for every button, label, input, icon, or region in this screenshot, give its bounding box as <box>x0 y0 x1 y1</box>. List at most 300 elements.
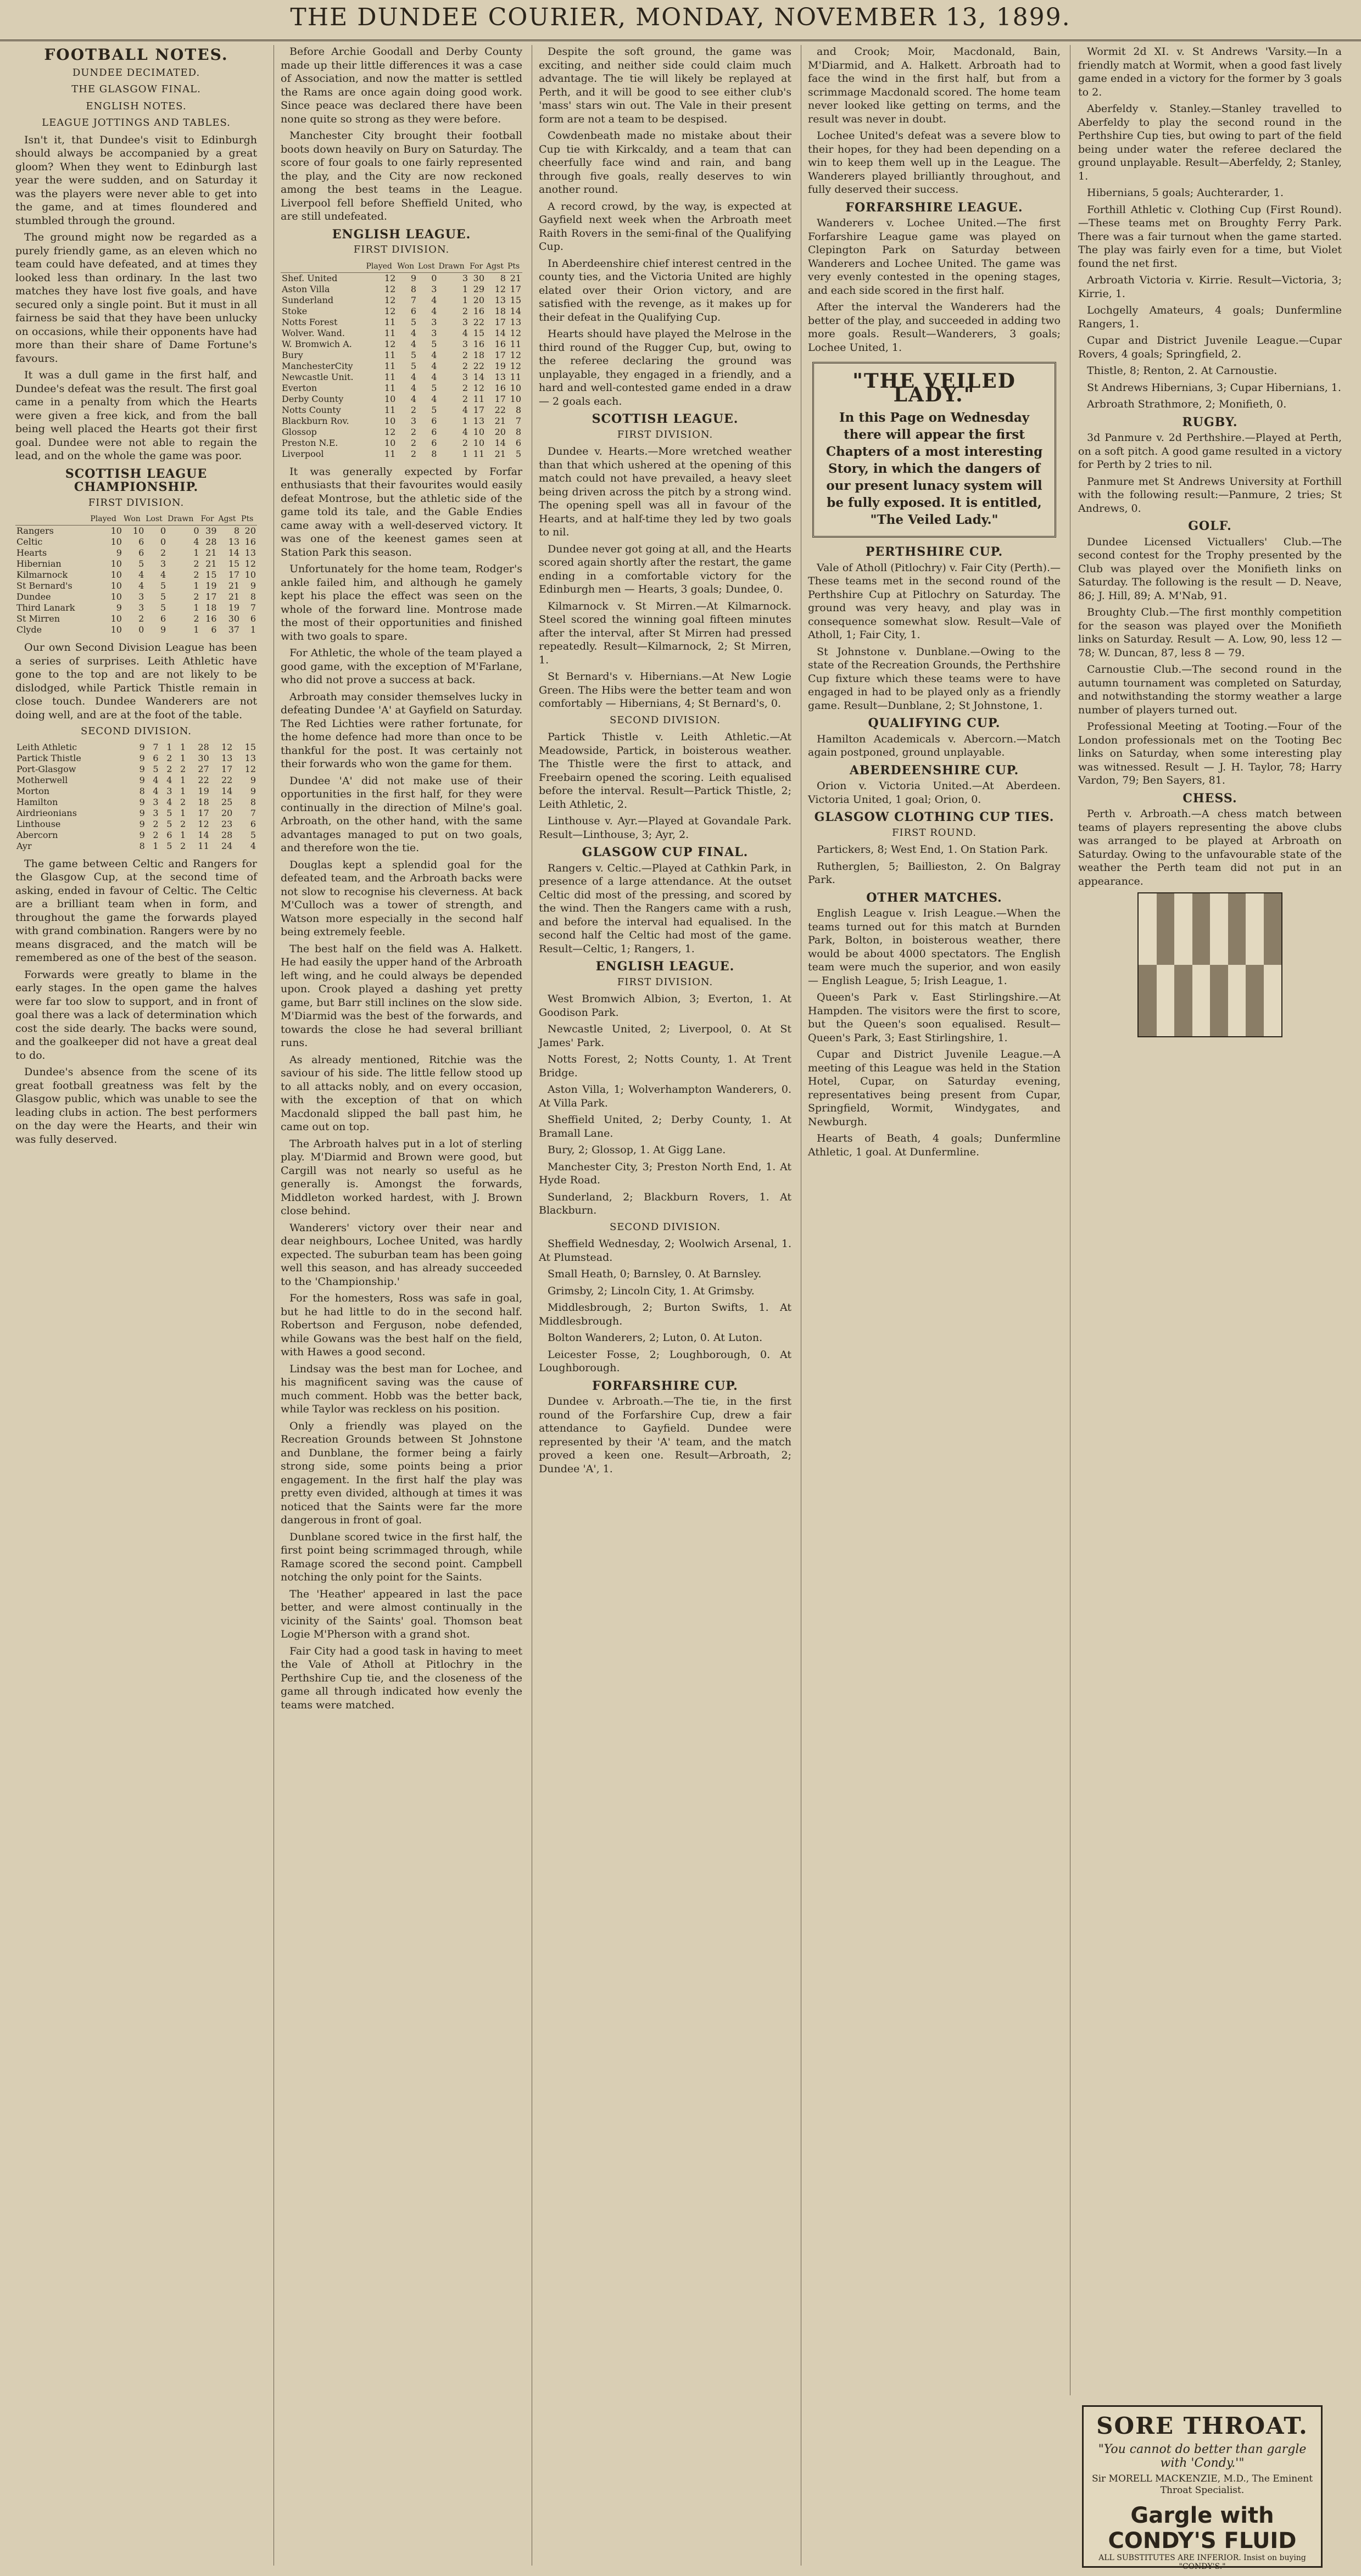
column-header: Agst <box>486 260 507 273</box>
stat-cell: 1 <box>180 807 186 818</box>
stat-cell: 2 <box>193 591 199 602</box>
stat-cell: 10 <box>110 591 122 602</box>
stat-cell: 16 <box>244 537 256 547</box>
stat-cell: 3 <box>431 316 437 327</box>
stat-cell: 7 <box>250 602 256 613</box>
stat-cell: 3 <box>462 316 468 327</box>
condys-fluid-advertisement <box>1082 2405 1323 2571</box>
chess-square <box>1139 983 1157 1001</box>
stat-cell: 6 <box>250 613 256 624</box>
team-name-cell: Kilmarnock <box>16 569 68 580</box>
stat-cell: 21 <box>205 558 217 569</box>
stat-cell: 12 <box>473 382 485 393</box>
table-row <box>15 613 257 624</box>
section-heading: GLASGOW CUP FINAL. <box>582 845 749 859</box>
section-heading: SCOTTISH LEAGUE. <box>592 412 739 426</box>
result-line: Sunderland, 2; Blackburn Rovers, 1. At Blackburn. <box>539 1191 791 1216</box>
column-header: Pts <box>507 260 522 273</box>
stat-cell: 15 <box>473 327 485 338</box>
subheading: THE GLASGOW FINAL. <box>71 83 201 95</box>
stat-cell: 12 <box>384 426 396 437</box>
stat-cell: 3 <box>138 602 144 613</box>
stat-cell: 12 <box>244 763 256 774</box>
stat-cell: 3 <box>160 558 166 569</box>
stat-cell: 2 <box>153 829 159 840</box>
chess-square <box>1210 929 1228 947</box>
table-row <box>15 753 257 764</box>
stat-cell: 12 <box>384 283 396 294</box>
stat-cell: 6 <box>138 537 144 547</box>
stat-cell: 5 <box>250 829 256 840</box>
result-line: Bury, 2; Glossop, 1. At Gigg Lane. <box>548 1144 726 1156</box>
column-header: Drawn <box>438 260 469 273</box>
stat-cell: 6 <box>410 305 417 316</box>
stat-cell: 14 <box>473 371 485 382</box>
team-name-cell: Leith Athletic <box>16 741 77 752</box>
stat-cell: 8 <box>139 785 145 796</box>
stat-cell: 6 <box>250 818 256 829</box>
stat-cell: 15 <box>244 741 256 752</box>
stat-cell: 17 <box>221 763 233 774</box>
match-report: Queen's Park v. East Stirlingshire.—At Hampden. The visitors were the first to score, but the Queen's soon equalised. Result—Queen's Park, 3; East Stirlingshire, 1. <box>808 991 1061 1044</box>
table-body <box>15 742 257 852</box>
result-line: West Bromwich Albion, 3; Everton, 1. At Goodison Park. <box>539 993 791 1019</box>
team-name-cell: Port-Glasgow <box>16 763 76 774</box>
stat-cell: 10 <box>110 613 122 624</box>
result-line: Partickers, 8; West End, 1. On Station Park. <box>817 843 1048 856</box>
section-heading: FORFARSHIRE CUP. <box>592 1378 738 1393</box>
team-name-cell: Hibernian <box>16 558 62 569</box>
stat-cell: 5 <box>410 349 417 360</box>
section-heading: GLASGOW CLOTHING CUP TIES. <box>814 810 1055 824</box>
chess-square <box>1264 947 1282 965</box>
table-row <box>15 547 257 558</box>
table-row <box>15 830 257 841</box>
match-report: Vale of Atholl (Pitlochry) v. Fair City (Perth).—These teams met in the second round of the Perthshire Cup at Pitlochry on Saturday. The ground was very heavy, and play was in consequence somewhat slow. Result—Vale of Atholl, 1; Fair City, 1. <box>808 561 1061 641</box>
table-title: SCOTTISH LEAGUE CHAMPIONSHIP. <box>65 466 208 494</box>
article-columns <box>15 45 1346 2566</box>
column-1 <box>15 45 265 2566</box>
stat-cell: 4 <box>410 327 417 338</box>
stat-cell: 0 <box>160 526 166 536</box>
chess-square <box>1157 929 1175 947</box>
match-report: Aberfeldy v. Stanley.—Stanley travelled to Aberfeldy to play the second round in the Perthshire Cup ties, but owing to part of the field being under water the referee declared the ground unplayable. Result—Aberfeldy, 2; Stanley, 1. <box>1078 103 1342 182</box>
table-row <box>281 416 522 427</box>
chess-square <box>1192 983 1211 1001</box>
stat-cell: 10 <box>110 558 122 569</box>
stat-cell: 3 <box>431 327 437 338</box>
stat-cell: 17 <box>228 569 240 580</box>
stat-cell: 2 <box>138 613 144 624</box>
chess-square <box>1210 912 1228 930</box>
stat-cell: 4 <box>138 569 144 580</box>
stat-cell: 0 <box>431 272 437 283</box>
stat-cell: 13 <box>494 294 506 305</box>
section-heading: RUGBY. <box>1182 415 1238 429</box>
stat-cell: 21 <box>228 591 240 602</box>
stat-cell: 21 <box>494 448 506 459</box>
stat-cell: 9 <box>250 785 256 796</box>
stat-cell: 25 <box>221 796 233 807</box>
stat-cell: 0 <box>160 537 166 547</box>
chess-square <box>1174 893 1192 912</box>
stat-cell: 2 <box>180 840 186 851</box>
team-name-cell: Clyde <box>16 624 42 635</box>
column-3 <box>532 45 798 2566</box>
chess-square <box>1228 965 1246 983</box>
column-header: For <box>469 260 486 273</box>
table-row <box>281 383 522 394</box>
match-report: English League v. Irish League.—When the teams turned out for this match at Burnden Park, Bolton, in boisterous weather, there would be about 4000 spectators. The English team were much the superior, and won easily — English League, 5; Irish League, 1. <box>808 907 1061 987</box>
team-name-cell: Newcastle Unit. <box>282 371 354 382</box>
stat-cell: 20 <box>221 807 233 818</box>
table-row <box>281 372 522 383</box>
chess-square <box>1174 1019 1192 1037</box>
chess-square <box>1210 947 1228 965</box>
stat-cell: 9 <box>139 818 145 829</box>
team-name-cell: Aston Villa <box>282 283 330 294</box>
stat-cell: 19 <box>494 360 506 371</box>
stat-cell: 8 <box>431 448 437 459</box>
table-row <box>15 786 257 797</box>
chess-square <box>1228 1001 1246 1019</box>
chess-square <box>1228 893 1246 912</box>
chess-square <box>1246 893 1264 912</box>
stat-cell: 9 <box>116 602 122 613</box>
column-header: Lost <box>145 513 167 526</box>
chess-square <box>1192 893 1211 912</box>
column-header: Won <box>123 513 145 526</box>
stat-cell: 10 <box>110 537 122 547</box>
chess-square <box>1228 912 1246 930</box>
team-name-cell: Airdrieonians <box>16 807 77 818</box>
subheading: LEAGUE JOTTINGS AND TABLES. <box>42 117 231 128</box>
team-name-cell: Abercorn <box>16 829 58 840</box>
stat-cell: 3 <box>153 807 159 818</box>
stat-cell: 16 <box>205 613 217 624</box>
stat-cell: 30 <box>198 752 209 763</box>
section-heading: FORFARSHIRE LEAGUE. <box>845 200 1023 215</box>
ad-endorser: Sir MORELL MACKENZIE, M.D., The Eminent Throat Specialist. <box>1091 2473 1313 2496</box>
match-report: St Bernard's v. Hibernians.—At New Logie Green. The Hibs were the better team and won comfortably — Hibernians, 4; St Bernard's, 0. <box>539 670 791 709</box>
team-name-cell: Notts County <box>282 404 341 415</box>
stat-cell: 21 <box>494 415 506 426</box>
stat-cell: 1 <box>193 624 199 635</box>
column-header <box>281 260 365 273</box>
stat-cell: 8 <box>515 426 521 437</box>
stat-cell: 1 <box>462 448 468 459</box>
match-report: Dundee never got going at all, and the Hearts scored again shortly after the restart, the game ending in a comfortable victory for the Edinburgh men — Hearts, 3 goals; Dundee, 0. <box>539 543 791 595</box>
stat-cell: 9 <box>139 741 145 752</box>
stat-cell: 7 <box>153 741 159 752</box>
league-table-scottish-second <box>15 742 257 852</box>
stat-cell: 5 <box>166 818 172 829</box>
column-4 <box>801 45 1067 2566</box>
match-report: Orion v. Victoria United.—At Aberdeen. Victoria United, 1 goal; Orion, 0. <box>808 780 1061 806</box>
stat-cell: 14 <box>510 305 521 316</box>
stat-cell: 2 <box>462 437 468 448</box>
golf-report: Dundee Licensed Victuallers' Club.—The second contest for the Trophy presented by the Club was played over the Monifieth links on Saturday. The following is the result — D. Neave, 86; J. Hill, 89; A. M'Nab, 91. <box>1078 535 1342 602</box>
stat-cell: 2 <box>410 404 417 415</box>
stat-cell: 4 <box>250 840 256 851</box>
team-name-cell: Stoke <box>282 305 308 316</box>
column-header: Agst <box>218 513 241 526</box>
stat-cell: 13 <box>221 752 233 763</box>
stat-cell: 16 <box>494 338 506 349</box>
chess-square <box>1246 1019 1264 1037</box>
stat-cell: 9 <box>116 547 122 558</box>
table-row <box>15 526 257 537</box>
column-5 <box>1070 45 1342 2395</box>
veiled-lady-notice <box>812 362 1056 538</box>
stat-cell: 11 <box>384 349 396 360</box>
article-paragraph: Isn't it, that Dundee's visit to Edinburgh should always be accompanied by a great gloom? When they went to Edinburgh last year the were sudden, and on Saturday it was the players were never able to get into the game, and at times floundered and stumbled through the ground. <box>15 133 257 227</box>
match-report: Dundee v. Arbroath.—The tie, in the first round of the Forfarshire Cup, drew a fair attendance to Gayfield. Dundee were represented by their 'A' team, and the match proved a keen one. Result—Arbroath, 2; Dundee 'A', 1. <box>539 1395 791 1475</box>
chess-square <box>1174 947 1192 965</box>
result-line: Arbroath Strathmore, 2; Monifieth, 0. <box>1087 398 1287 410</box>
stat-cell: 3 <box>410 415 417 426</box>
ad-footer: ALL SUBSTITUTES ARE INFERIOR. Insist on buying "CONDY'S." <box>1098 2553 1306 2571</box>
column-header: For <box>200 513 218 526</box>
stat-cell: 3 <box>153 796 159 807</box>
result-line: Arbroath Victoria v. Kirrie. Result—Victoria, 3; Kirrie, 1. <box>1078 274 1342 300</box>
table-row <box>281 405 522 416</box>
stat-cell: 3 <box>431 283 437 294</box>
stat-cell: 6 <box>138 547 144 558</box>
chess-square <box>1157 893 1175 912</box>
stat-cell: 4 <box>431 360 437 371</box>
stat-cell: 3 <box>462 272 468 283</box>
stat-cell: 12 <box>384 272 396 283</box>
stat-cell: 6 <box>431 437 437 448</box>
stat-cell: 4 <box>431 393 437 404</box>
team-name-cell: ManchesterCity <box>282 360 353 371</box>
section-heading: PERTHSHIRE CUP. <box>865 545 1003 559</box>
chess-square <box>1139 965 1157 983</box>
article-paragraph: The game between Celtic and Rangers for the Glasgow Cup, at the second time of asking, ended in favour of Celtic. The Celtic are a brilliant team when in form, and throughout the game the forwards played with grand combination. Rangers were by no means disgraced, and the match will be remembered as one of the best of the season. <box>15 857 257 964</box>
column-header: Won <box>397 260 417 273</box>
stat-cell: 5 <box>153 763 159 774</box>
result-line: Notts Forest, 2; Notts County, 1. At Trent Bridge. <box>539 1053 791 1079</box>
stat-cell: 20 <box>244 526 256 536</box>
stat-cell: 11 <box>384 382 396 393</box>
article-paragraph: Lochee United's defeat was a severe blow to their hopes, for they had been depending on a win to keep them well up in the League. The Wanderers played brilliantly throughout, and fully deserved their success. <box>808 130 1061 195</box>
stat-cell: 28 <box>221 829 233 840</box>
stat-cell: 21 <box>510 272 521 283</box>
team-name-cell: Sunderland <box>282 294 334 305</box>
table-row <box>281 427 522 438</box>
result-line: St Andrews Hibernians, 3; Cupar Hibernians, 1. <box>1087 381 1341 394</box>
stat-cell: 17 <box>494 316 506 327</box>
stat-cell: 1 <box>180 829 186 840</box>
stat-cell: 12 <box>244 558 256 569</box>
stat-cell: 15 <box>228 558 240 569</box>
article-paragraph: Hearts should have played the Melrose in the third round of the Rugger Cup, but, owing to the referee declaring the ground was unplayable, they engaged in a friendly, and a hard and well-contested game ended in a draw — 2 goals each. <box>539 328 791 407</box>
stat-cell: 28 <box>198 741 209 752</box>
match-report: After the interval the Wanderers had the better of the play, and succeeded in adding two more goals. Result—Wanderers, 3 goals; Lochee United, 1. <box>808 301 1061 354</box>
table-row <box>15 819 257 830</box>
stat-cell: 1 <box>250 624 256 635</box>
result-line: Sheffield United, 2; Derby County, 1. At Bramall Lane. <box>539 1114 791 1139</box>
stat-cell: 2 <box>193 569 199 580</box>
subheading: SECOND DIVISION. <box>609 714 721 726</box>
chess-square <box>1264 983 1282 1001</box>
article-paragraph: The best half on the field was A. Halkett. He had easily the upper hand of the Arbroath left wing, and he could always be depended upon. Crook played a dashing yet pretty game, but Barr still inclines on the slow side. M'Diarmid was the best of the forwards, and towards the close he had several brilliant runs. <box>281 942 522 1049</box>
stat-cell: 11 <box>473 448 485 459</box>
league-table-english-first <box>281 260 522 460</box>
stat-cell: 5 <box>160 602 166 613</box>
league-table-scottish-first <box>15 513 257 635</box>
ad-headline: SORE THROAT. <box>1096 2412 1308 2439</box>
stat-cell: 1 <box>180 741 186 752</box>
table-row <box>15 569 257 580</box>
match-report: St Johnstone v. Dunblane.—Owing to the state of the Recreation Grounds, the Perthshire Cup fixture which these teams were to have engaged in had to be played only as a friendly game. Result—Dunblane, 2; St Johnstone, 1. <box>808 645 1061 712</box>
stat-cell: 10 <box>110 580 122 591</box>
stat-cell: 28 <box>205 537 217 547</box>
stat-cell: 2 <box>193 613 199 624</box>
stat-cell: 4 <box>166 796 172 807</box>
stat-cell: 4 <box>138 580 144 591</box>
stat-cell: 3 <box>462 371 468 382</box>
stat-cell: 1 <box>166 741 172 752</box>
stat-cell: 22 <box>198 774 209 785</box>
result-line: Sheffield Wednesday, 2; Woolwich Arsenal, 1. At Plumstead. <box>539 1238 791 1264</box>
match-report: Cupar and District Juvenile League.—A meeting of this League was held in the Station Hotel, Cupar, on Saturday evening, representatives being present from Cupar, Springfield, Wormit, Windygates, and Newburgh. <box>808 1048 1061 1128</box>
golf-report: Professional Meeting at Tooting.—Four of the London professionals met on the Tooting Bec links on Saturday, when some interesting play was witnessed. Result — J. H. Taylor, 78; Harry Vardon, 79; Ben Sayers, 81. <box>1078 720 1342 786</box>
match-report: Hearts of Beath, 4 goals; Dunfermline Athletic, 1 goal. At Dunfermline. <box>808 1132 1061 1158</box>
stat-cell: 11 <box>384 316 396 327</box>
stat-cell: 2 <box>180 763 186 774</box>
chess-square <box>1139 912 1157 930</box>
stat-cell: 8 <box>515 404 521 415</box>
stat-cell: 4 <box>431 305 437 316</box>
result-line: Rutherglen, 5; Baillieston, 2. On Balgray Park. <box>808 860 1061 886</box>
chess-square <box>1192 1019 1211 1037</box>
table-row <box>15 558 257 569</box>
stat-cell: 16 <box>473 338 485 349</box>
chess-square <box>1246 947 1264 965</box>
result-line: Manchester City, 3; Preston North End, 1. At Hyde Road. <box>539 1160 791 1186</box>
chess-square <box>1157 947 1175 965</box>
ad-quote: "You cannot do better than gargle with 'Condy.'" <box>1098 2443 1307 2470</box>
article-paragraph: Fair City had a good task in having to meet the Vale of Atholl at Pitlochry in the Perthshire Cup tie, and the closeness of the game all through indicated how evenly the teams were matched. <box>281 1645 522 1711</box>
chess-square <box>1210 983 1228 1001</box>
section-heading: OTHER MATCHES. <box>866 890 1002 905</box>
stat-cell: 16 <box>473 305 485 316</box>
stat-cell: 14 <box>494 437 506 448</box>
table-row <box>281 295 522 306</box>
subheading: FIRST ROUND. <box>892 826 977 839</box>
article-paragraph: It was generally expected by Forfar enthusiasts that their favourites would easily defeat Montrose, but the athletic side of the game told its tale, and the Gable Endies came away with a well-deserved victory. It was one of the keenest games seen at Station Park this season. <box>281 465 522 558</box>
chess-square <box>1210 893 1228 912</box>
chess-square <box>1174 1001 1192 1019</box>
team-name-cell: Everton <box>282 382 317 393</box>
stat-cell: 9 <box>160 624 166 635</box>
stat-cell: 10 <box>110 569 122 580</box>
stat-cell: 21 <box>228 580 240 591</box>
column-header: Drawn <box>167 513 200 526</box>
stat-cell: 5 <box>515 448 521 459</box>
stat-cell: 9 <box>139 763 145 774</box>
stat-cell: 3 <box>138 591 144 602</box>
chess-square <box>1157 912 1175 930</box>
team-name-cell: Hearts <box>16 547 47 558</box>
stat-cell: 14 <box>198 829 209 840</box>
table-row <box>281 394 522 405</box>
table-row <box>15 775 257 786</box>
chess-square <box>1139 893 1157 912</box>
result-line: Cupar and District Juvenile League.—Cupar Rovers, 4 goals; Springfield, 2. <box>1078 334 1342 360</box>
stat-cell: 1 <box>193 547 199 558</box>
stat-cell: 10 <box>384 393 396 404</box>
chess-square <box>1246 965 1264 983</box>
stat-cell: 22 <box>221 774 233 785</box>
match-report: Kilmarnock v. St Mirren.—At Kilmarnock. Steel scored the winning goal fifteen minutes after the interval, after St Mirren had pressed repeatedly. Result—Kilmarnock, 2; St Mirren, 1. <box>539 600 791 666</box>
stat-cell: 23 <box>221 818 233 829</box>
stat-cell: 9 <box>250 774 256 785</box>
team-name-cell: Glossop <box>282 426 317 437</box>
stat-cell: 4 <box>166 774 172 785</box>
stat-cell: 2 <box>193 558 199 569</box>
section-heading: ENGLISH LEAGUE. <box>595 959 735 974</box>
stat-cell: 4 <box>410 393 417 404</box>
stat-cell: 12 <box>494 283 506 294</box>
stat-cell: 2 <box>166 763 172 774</box>
chess-square <box>1192 965 1211 983</box>
stat-cell: 2 <box>180 796 186 807</box>
chess-square <box>1157 965 1175 983</box>
table-row <box>281 361 522 372</box>
stat-cell: 8 <box>233 526 240 536</box>
article-paragraph: and Crook; Moir, Macdonald, Bain, M'Diarmid, and A. Halkett. Arbroath had to face the wind in the first half, but from a scrimmage Macdonald scored. The home team never looked like getting on terms, and the result was never in doubt. <box>808 46 1061 125</box>
chess-square <box>1228 947 1246 965</box>
chess-square <box>1264 965 1282 983</box>
column-header: Played <box>90 513 123 526</box>
table-row <box>15 580 257 591</box>
table-row <box>281 339 522 350</box>
article-paragraph: Lindsay was the best man for Lochee, and his magnificent saving was the cause of much comment. Hobb was the better back, while Taylor was reckless on his position. <box>281 1362 522 1415</box>
result-line: Small Heath, 0; Barnsley, 0. At Barnsley. <box>548 1268 762 1280</box>
chess-square <box>1264 912 1282 930</box>
section-heading: CHESS. <box>1182 791 1237 806</box>
stat-cell: 3 <box>462 338 468 349</box>
stat-cell: 21 <box>205 547 217 558</box>
stat-cell: 4 <box>410 382 417 393</box>
team-name-cell: Blackburn Rov. <box>282 415 349 426</box>
stat-cell: 9 <box>139 774 145 785</box>
match-report: Panmure met St Andrews University at Forthill with the following result:—Panmure, 2 tries; St Andrews, 0. <box>1078 475 1342 515</box>
team-name-cell: St Bernard's <box>16 580 72 591</box>
match-report: Partick Thistle v. Leith Athletic.—At Meadowside, Partick, in boisterous weather. The Thistle were the first to attack, and Freebairn opened the scoring. Leith equalised before the interval. Result—Partick Thistle, 2; Leith Athletic, 2. <box>539 731 791 811</box>
stat-cell: 9 <box>139 829 145 840</box>
article-paragraph: Arbroath may consider themselves lucky in defeating Dundee 'A' at Gayfield on Saturday. The Red Lichties were rather fortunate, for the home defence had more than once to be thankful for the post. It was certainly not their forwards who won the game for them. <box>281 690 522 770</box>
table-row <box>281 328 522 339</box>
stat-cell: 4 <box>410 371 417 382</box>
result-line: Bolton Wanderers, 2; Luton, 0. At Luton. <box>548 1332 763 1344</box>
table-header-row <box>281 260 522 273</box>
article-paragraph: Despite the soft ground, the game was exciting, and neither side could claim much advantage. The tie will likely be replayed at Perth, and it will be good to see either club's 'mass' stars win out. The Vale in their present form are not a team to be despised. <box>539 46 791 125</box>
stat-cell: 4 <box>193 537 199 547</box>
ad-product: Gargle with CONDY'S FLUID <box>1108 2503 1297 2553</box>
newspaper-title: THE DUNDEE COURIER, MONDAY, NOVEMBER 13, 1899. <box>290 3 1071 31</box>
table-row <box>15 808 257 819</box>
team-name-cell: Rangers <box>16 526 54 536</box>
table-row <box>281 317 522 328</box>
stat-cell: 11 <box>384 327 396 338</box>
stat-cell: 17 <box>494 393 506 404</box>
stat-cell: 13 <box>228 537 240 547</box>
stat-cell: 12 <box>384 294 396 305</box>
